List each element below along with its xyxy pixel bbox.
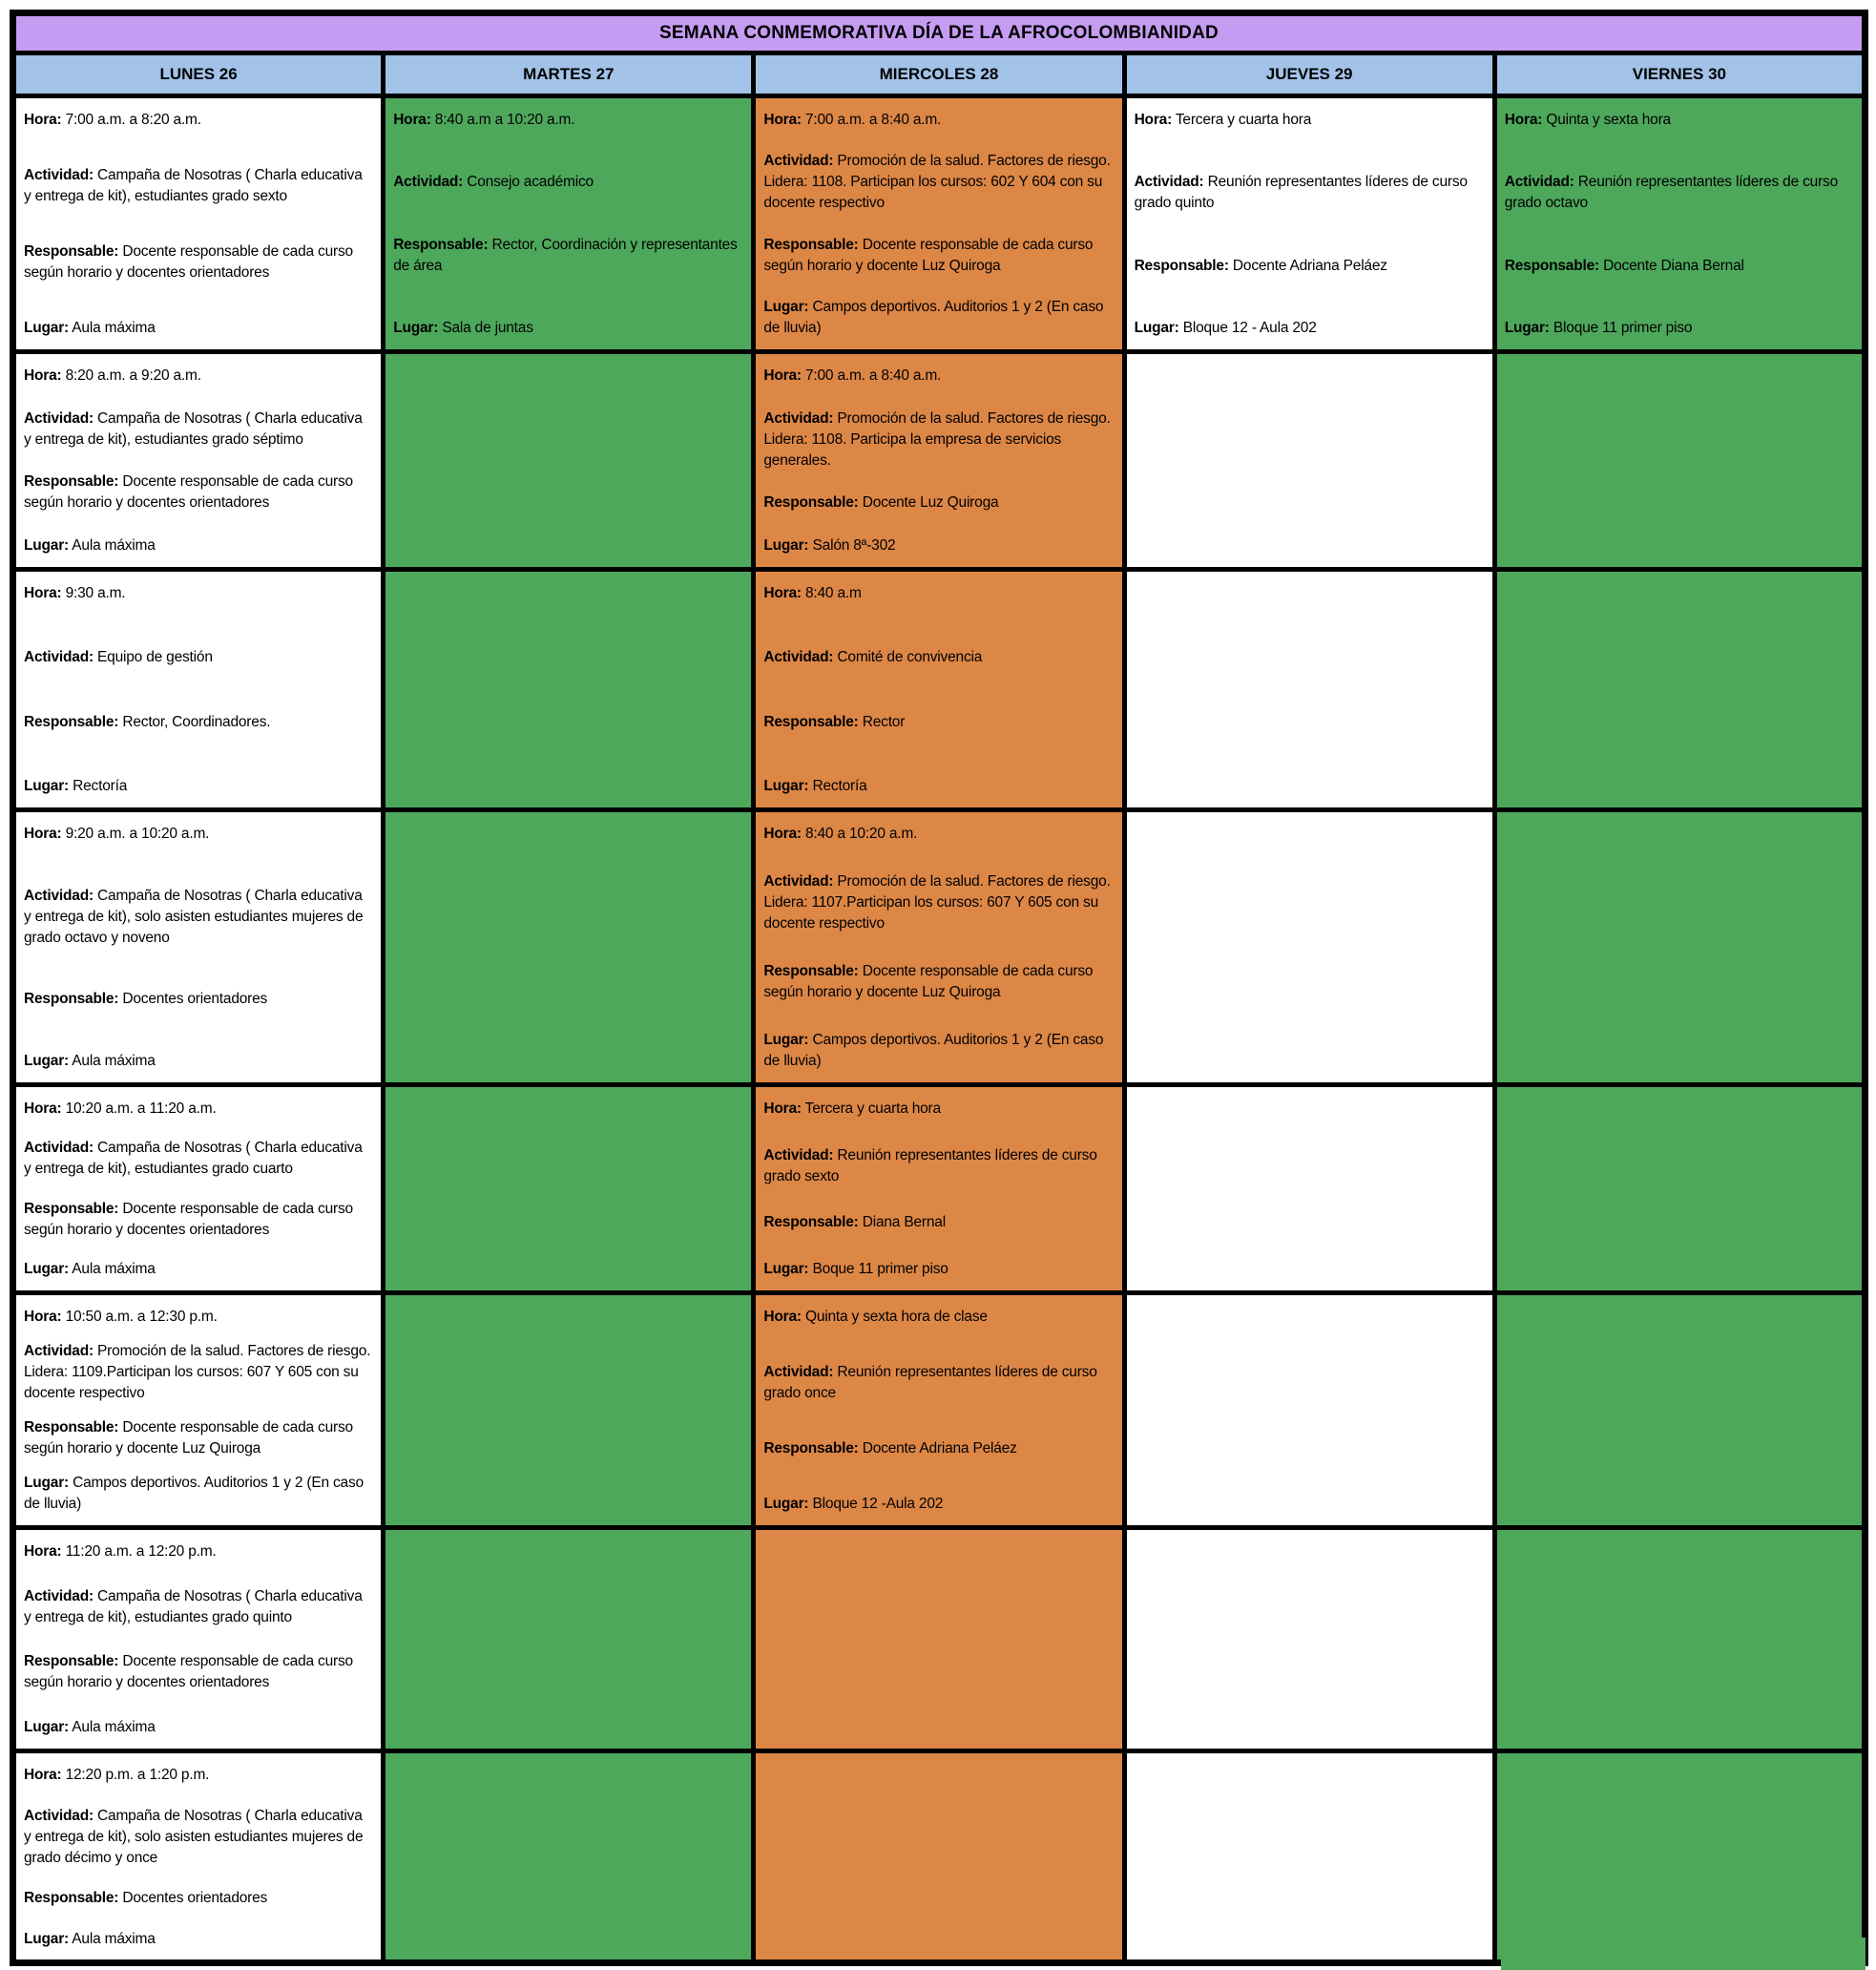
field-text: Docentes orientadores [118,991,268,1008]
cell-martes-27-row5[interactable] [384,1085,754,1293]
field-text: 11:20 a.m. a 12:20 p.m. [61,1543,217,1560]
field-hora [763,1099,1114,1120]
field-label: Actividad: [763,153,834,170]
field-label: Lugar: [393,319,439,336]
field-text: Promoción de la salud. Factores de riesgo. Lidera: 1108. Participan los cursos: 602 Y 604 con su docente respectivo [763,153,1111,212]
cell-lunes-26-row7[interactable] [13,1528,384,1751]
field-text: Campaña de Nosotras ( Charla educativa y entrega de kit), estudiantes grado quinto [24,1587,363,1625]
field-responsable [763,492,1114,513]
field-responsable [24,1651,373,1693]
cell-miercoles-28-row7[interactable] [754,1528,1124,1751]
field-text: Docente responsable de cada curso según horario y docentes orientadores [24,473,353,512]
field-label: Lugar: [24,1052,70,1069]
cell-martes-27-row6[interactable] [384,1293,754,1528]
field-label: Actividad: [1134,174,1204,191]
field-label: Actividad: [24,1343,94,1359]
cell-jueves-29-row3[interactable] [1124,570,1494,810]
field-label: Lugar: [24,1718,70,1735]
field-text: Boque 11 primer piso [808,1260,948,1277]
cell-viernes-30-row4[interactable] [1494,810,1865,1085]
field-text: Campos deportivos. Auditorios 1 y 2 (En caso de lluvia) [24,1475,364,1512]
field-lugar [763,1259,1114,1280]
field-text: 7:00 a.m. a 8:40 a.m. [801,112,942,128]
cell-jueves-29-row7[interactable] [1124,1528,1494,1751]
field-text: Docente Luz Quiroga [858,494,999,512]
cell-content [756,98,1121,348]
field-text: Docente responsable de cada curso según horario y docentes orientadores [24,1200,353,1238]
field-text: Reunión representantes líderes de curso grado once [763,1364,1097,1401]
field-label: Lugar: [24,320,70,336]
cell-content [756,354,1121,566]
field-responsable [763,1212,1114,1233]
field-text: Tercera y cuarta hora [801,1100,941,1117]
field-label: Lugar: [763,1496,809,1512]
field-text: Comité de convivencia [833,649,983,666]
field-label: Responsable: [24,473,119,491]
field-text: Aula máxima [69,536,156,554]
field-text: 10:20 a.m. a 11:20 a.m. [61,1100,217,1117]
field-label: Actividad: [1504,174,1574,191]
field-text: Rectoría [808,777,867,794]
field-text: Rector, Coordinadores. [118,713,271,730]
cell-content [16,1753,381,1960]
cell-content [16,98,381,348]
cell-miercoles-28-row4[interactable] [754,810,1124,1085]
field-actividad [393,172,743,193]
field-hora [24,366,373,387]
field-text: Campaña de Nosotras ( Charla educativa y entrega de kit), estudiantes grado sexto [24,167,363,204]
field-responsable [763,712,1114,733]
schedule-sheet [10,10,1868,1966]
field-text: Promoción de la salud. Factores de riesgo. Lidera: 1107.Participan los cursos: 607 Y 605 con su docente respectivo [763,873,1111,932]
field-hora [763,1307,1114,1328]
field-hora [393,110,743,131]
cell-jueves-29-row1[interactable] [1124,96,1494,352]
field-label: Responsable: [24,991,119,1008]
field-lugar [763,776,1114,797]
field-actividad [763,1145,1114,1187]
field-label: Responsable: [24,243,119,260]
field-responsable [24,1888,373,1909]
cell-content [1127,98,1492,348]
field-text: Reunión representantes líderes de curso grado sexto [763,1146,1097,1184]
cell-content [1497,98,1862,348]
field-hora [24,110,373,131]
field-label: Hora: [393,112,431,128]
field-actividad [24,886,373,949]
field-lugar [1135,318,1485,339]
field-hora [24,824,373,845]
field-label: Actividad: [24,887,94,904]
field-label: Hora: [763,112,802,128]
field-label: Hora: [24,367,62,384]
cell-content [16,812,381,1081]
field-actividad [763,1362,1114,1404]
field-text: Docente responsable de cada curso según horario y docentes orientadores [24,243,353,281]
field-text: 8:20 a.m. a 9:20 a.m. [61,367,201,384]
field-lugar [393,318,743,339]
grid-body [13,96,1866,1963]
field-hora [24,1099,373,1120]
cell-viernes-30-row6[interactable] [1494,1293,1865,1528]
field-hora [24,1765,373,1786]
field-label: Lugar: [763,1032,809,1048]
cell-lunes-26-row6[interactable] [13,1293,384,1528]
field-responsable [393,235,743,277]
field-label: Lugar: [24,1475,70,1491]
field-label: Lugar: [24,536,70,554]
field-text: Consejo académico [463,174,594,191]
field-label: Responsable: [24,1200,119,1217]
field-text: Campos deportivos. Auditorios 1 y 2 (En caso de lluvia) [763,1032,1104,1069]
field-responsable [24,1199,373,1241]
field-hora [763,824,1114,845]
cell-miercoles-28-row5[interactable] [754,1085,1124,1293]
field-text: Campaña de Nosotras ( Charla educativa y entrega de kit), estudiantes grado cuarto [24,1140,363,1178]
cell-lunes-26-row1[interactable] [13,96,384,352]
field-text: Docente responsable de cada curso según horario y docente Luz Quiroga [763,963,1094,1000]
field-responsable [24,989,373,1010]
cell-lunes-26-row5[interactable] [13,1085,384,1293]
schedule-row-3 [13,570,1866,810]
field-text: Aula máxima [69,1930,156,1947]
field-responsable [763,235,1114,277]
field-label: Hora: [1504,112,1543,128]
field-label: Actividad: [763,1146,834,1163]
cell-content [16,572,381,807]
field-text: Docente responsable de cada curso según horario y docente Luz Quiroga [763,236,1094,274]
field-label: Hora: [24,1309,62,1325]
field-actividad [24,647,373,668]
field-text: Docente Adriana Peláez [1228,257,1387,274]
column-header-jueves-29[interactable]: JUEVES 29 [1124,53,1494,96]
field-responsable [763,1438,1114,1459]
cell-viernes-30-row5[interactable] [1494,1085,1865,1293]
field-actividad [24,1586,373,1628]
field-actividad [763,151,1114,214]
cell-content [756,812,1121,1081]
field-lugar [24,1051,373,1072]
field-responsable [1135,256,1485,277]
field-text: Campaña de Nosotras ( Charla educativa y entrega de kit), estudiantes grado séptimo [24,409,363,448]
field-text: Diana Bernal [858,1214,946,1231]
field-hora [1135,110,1485,131]
field-text: Bloque 11 primer piso [1549,319,1693,336]
field-text: 9:30 a.m. [61,585,126,601]
field-text: 7:00 a.m. a 8:20 a.m. [61,112,201,128]
field-text: Salón 8ª-302 [808,536,896,554]
field-label: Actividad: [24,649,94,666]
cell-lunes-26-row8[interactable] [13,1751,384,1963]
field-label: Responsable: [24,1653,119,1670]
cell-martes-27-row3[interactable] [384,570,754,810]
field-text: Campaña de Nosotras ( Charla educativa y entrega de kit), solo asisten estudiantes mujeres de grado décimo y once [24,1807,364,1866]
title-row [13,13,1866,53]
field-text: Aula máxima [69,1260,156,1277]
field-label: Responsable: [763,713,859,730]
cell-martes-27-row2[interactable] [384,352,754,570]
field-label: Lugar: [763,536,809,554]
column-header-martes-27[interactable]: MARTES 27 [384,53,754,96]
field-text: Promoción de la salud. Factores de riesgo. Lidera: 1109.Participan los cursos: 607 Y 605 con su docente respectivo [24,1343,371,1401]
schedule-title: SEMANA CONMEMORATIVA DÍA DE LA AFROCOLOMBIANIDAD [13,13,1866,53]
field-lugar [1505,318,1854,339]
field-text: 10:50 a.m. a 12:30 p.m. [61,1309,218,1325]
field-text: Promoción de la salud. Factores de riesgo. Lidera: 1108. Participa la empresa de servicios generales. [763,409,1111,469]
cell-jueves-29-row8[interactable] [1124,1751,1494,1963]
field-label: Actividad: [24,409,94,427]
cell-content [756,1087,1121,1289]
field-label: Hora: [763,826,802,842]
field-lugar [24,318,373,339]
cell-martes-27-row8[interactable] [384,1751,754,1963]
field-responsable [24,712,373,733]
cell-viernes-30-row8[interactable] [1494,1751,1865,1963]
field-responsable [763,961,1114,1003]
cell-content [16,1087,381,1289]
field-text: Aula máxima [69,1718,156,1735]
field-text: 8:40 a.m a 10:20 a.m. [430,112,575,128]
cell-lunes-26-row3[interactable] [13,570,384,810]
cell-miercoles-28-row1[interactable] [754,96,1124,352]
field-text: Rector [858,713,906,730]
field-actividad [24,409,373,451]
field-text: Docente responsable de cada curso según horario y docente Luz Quiroga [24,1419,353,1457]
cell-jueves-29-row5[interactable] [1124,1085,1494,1293]
field-hora [1505,110,1854,131]
cell-content [16,1530,381,1748]
field-label: Actividad: [763,873,834,890]
field-text: Docentes orientadores [118,1890,268,1907]
field-actividad [1135,172,1485,214]
field-label: Hora: [763,1100,802,1117]
field-label: Responsable: [1134,257,1229,274]
field-label: Responsable: [1504,257,1599,274]
field-hora [24,583,373,604]
field-text: Rector, Coordinación y representantes de área [393,236,738,274]
column-header-miercoles-28[interactable]: MIERCOLES 28 [754,53,1124,96]
field-label: Hora: [763,367,802,384]
field-label: Responsable: [763,494,859,512]
schedule-row-6 [13,1293,1866,1528]
field-hora [763,110,1114,131]
green-cell-overflow [1501,1938,1866,1970]
field-responsable [24,241,373,283]
column-header-viernes-30[interactable]: VIERNES 30 [1494,53,1865,96]
field-label: Responsable: [24,1890,119,1907]
day-header-row [13,53,1866,96]
cell-content [16,354,381,566]
field-text: Docente Adriana Peláez [858,1440,1017,1457]
cell-lunes-26-row4[interactable] [13,810,384,1085]
cell-jueves-29-row6[interactable] [1124,1293,1494,1528]
cell-viernes-30-row7[interactable] [1494,1528,1865,1751]
field-text: 7:00 a.m. a 8:40 a.m. [801,367,942,384]
field-label: Hora: [763,585,802,601]
field-label: Lugar: [1134,319,1179,336]
field-actividad [24,165,373,207]
cell-martes-27-row4[interactable] [384,810,754,1085]
cell-miercoles-28-row3[interactable] [754,570,1124,810]
field-text: Reunión representantes líderes de curso grado quinto [1134,174,1468,212]
cell-content [756,572,1121,807]
field-label: Lugar: [763,1260,809,1277]
cell-martes-27-row7[interactable] [384,1528,754,1751]
cell-miercoles-28-row6[interactable] [754,1293,1124,1528]
cell-martes-27-row1[interactable] [384,96,754,352]
field-lugar [763,297,1114,339]
field-label: Actividad: [24,1587,94,1604]
field-text: Aula máxima [69,320,156,336]
field-label: Hora: [24,1767,62,1783]
field-label: Hora: [24,1543,62,1560]
schedule-row-4 [13,810,1866,1085]
cell-content [756,1295,1121,1524]
field-label: Actividad: [763,649,834,666]
field-label: Lugar: [24,777,70,794]
field-text: 8:40 a.m [801,585,862,601]
field-actividad [763,647,1114,668]
cell-viernes-30-row2[interactable] [1494,352,1865,570]
field-text: 8:40 a 10:20 a.m. [801,826,918,842]
field-label: Hora: [24,585,62,601]
schedule-row-8 [13,1751,1866,1963]
field-lugar [24,535,373,556]
cell-viernes-30-row1[interactable] [1494,96,1865,352]
cell-jueves-29-row4[interactable] [1124,810,1494,1085]
field-actividad [24,1138,373,1180]
field-lugar [24,1717,373,1738]
column-header-lunes-26[interactable]: LUNES 26 [13,53,384,96]
schedule-row-2 [13,352,1866,570]
schedule-row-1 [13,96,1866,352]
field-text: Reunión representantes líderes de curso grado octavo [1504,174,1839,212]
field-hora [763,366,1114,387]
field-label: Responsable: [763,963,859,979]
field-label: Lugar: [763,777,809,794]
field-label: Hora: [763,1309,802,1325]
cell-miercoles-28-row8[interactable] [754,1751,1124,1963]
field-text: Bloque 12 - Aula 202 [1178,319,1317,336]
field-label: Actividad: [24,167,94,183]
field-responsable [1505,256,1854,277]
field-text: Bloque 12 -Aula 202 [808,1496,944,1512]
field-lugar [763,535,1114,556]
field-lugar [24,1473,373,1515]
field-label: Lugar: [24,1930,70,1947]
cell-jueves-29-row2[interactable] [1124,352,1494,570]
field-label: Hora: [24,112,62,128]
field-text: Campos deportivos. Auditorios 1 y 2 (En caso de lluvia) [763,298,1104,336]
field-text: Quinta y sexta hora [1542,112,1671,128]
field-label: Actividad: [393,174,464,191]
field-actividad [763,871,1114,934]
field-lugar [763,1030,1114,1072]
field-text: Tercera y cuarta hora [1172,112,1312,128]
field-label: Responsable: [393,236,489,253]
field-label: Responsable: [763,1214,859,1231]
field-actividad [1505,172,1854,214]
field-label: Actividad: [763,409,834,427]
field-label: Responsable: [763,236,859,253]
field-text: Campaña de Nosotras ( Charla educativa y entrega de kit), solo asisten estudiantes mujeres de grado octavo y noveno [24,887,364,946]
field-label: Lugar: [24,1260,70,1277]
field-label: Responsable: [24,1419,119,1436]
field-label: Responsable: [763,1440,859,1457]
field-text: Aula máxima [69,1052,156,1069]
field-lugar [24,1929,373,1950]
field-actividad [24,1806,373,1869]
field-label: Hora: [24,826,62,842]
grid-head [13,13,1866,96]
field-text: Rectoría [69,777,128,794]
field-text: Docente Diana Bernal [1599,257,1744,274]
field-text: 12:20 p.m. a 1:20 p.m. [61,1767,210,1783]
schedule-row-7 [13,1528,1866,1751]
cell-viernes-30-row3[interactable] [1494,570,1865,810]
field-lugar [24,1259,373,1280]
field-hora [24,1541,373,1562]
field-label: Hora: [24,1100,62,1117]
field-label: Actividad: [763,1364,834,1380]
cell-miercoles-28-row2[interactable] [754,352,1124,570]
field-text: Equipo de gestión [93,649,213,666]
field-text: Docente responsable de cada curso según horario y docentes orientadores [24,1653,353,1691]
cell-content [16,1295,381,1524]
field-text: Sala de juntas [438,319,533,336]
field-hora [763,583,1114,604]
field-label: Lugar: [763,298,809,315]
schedule-row-5 [13,1085,1866,1293]
field-lugar [763,1494,1114,1515]
field-actividad [24,1341,373,1404]
field-label: Actividad: [24,1140,94,1157]
field-actividad [763,409,1114,472]
field-text: Quinta y sexta hora de clase [801,1309,988,1325]
field-text: 9:20 a.m. a 10:20 a.m. [61,826,210,842]
field-label: Hora: [1134,112,1173,128]
field-label: Actividad: [24,1807,94,1824]
schedule-grid [10,10,1868,1966]
field-label: Lugar: [1504,319,1550,336]
field-responsable [24,1417,373,1459]
field-label: Responsable: [24,713,119,730]
cell-content [386,98,751,348]
field-lugar [24,776,373,797]
field-responsable [24,472,373,513]
cell-lunes-26-row2[interactable] [13,352,384,570]
field-hora [24,1307,373,1328]
